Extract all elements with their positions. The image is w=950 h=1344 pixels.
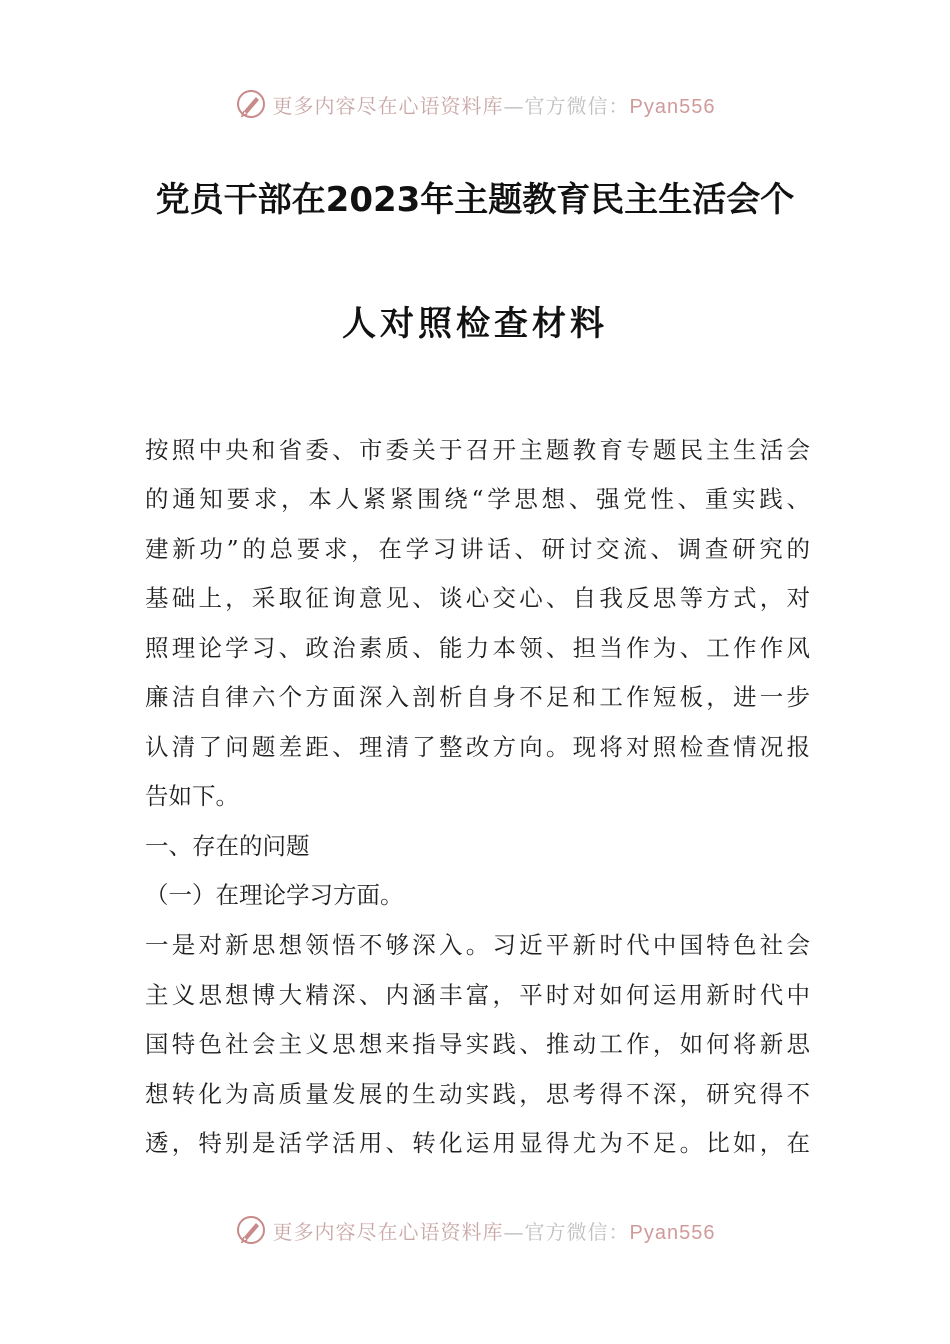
body-line: 廉洁自律六个方面深入剖析自身不足和工作短板，进一步: [145, 683, 810, 711]
body-line: 建新功”的总要求，在学习讲话、研讨交流、调查研究的: [145, 535, 810, 563]
watermark-text: 更多内容尽在心语资料库—官方微信：Pyan556: [272, 93, 716, 118]
subsection-heading: （一）在理论学习方面。: [145, 881, 404, 909]
body-line: 主义思想博大精深、内涵丰富，平时对如何运用新时代中: [145, 981, 810, 1009]
body-line: 按照中央和省委、市委关于召开主题教育专题民主生活会: [145, 436, 810, 464]
watermark-text: 更多内容尽在心语资料库—官方微信：Pyan556: [272, 1219, 716, 1244]
section-heading: 一、存在的问题: [145, 832, 310, 860]
body-line: 基础上，采取征询意见、谈心交心、自我反思等方式，对: [145, 584, 810, 612]
body-line: 国特色社会主义思想来指导实践、推动工作，如何将新思: [145, 1030, 810, 1058]
pen-circle-logo-icon: [235, 88, 267, 120]
body-line: 透，特别是活学活用、转化运用显得尤为不足。比如，在: [145, 1129, 810, 1157]
page-title-line-1: 党员干部在2023年主题教育民主生活会个: [155, 180, 795, 220]
body-line: 认清了问题差距、理清了整改方向。现将对照检查情况报: [145, 733, 810, 761]
body-line: 想转化为高质量发展的生动实践，思考得不深，研究得不: [145, 1080, 810, 1108]
body-line: 照理论学习、政治素质、能力本领、担当作为、工作作风: [145, 634, 810, 662]
body-line: 的通知要求，本人紧紧围绕“学思想、强党性、重实践、: [145, 485, 810, 513]
pen-circle-logo-icon: [235, 1214, 267, 1246]
header-watermark: [0, 84, 950, 124]
body-line: 一是对新思想领悟不够深入。习近平新时代中国特色社会: [145, 931, 810, 959]
page-title-line-2: 人对照检查材料: [342, 304, 608, 344]
body-line: 告如下。: [145, 782, 239, 810]
footer-watermark: [0, 1210, 950, 1250]
